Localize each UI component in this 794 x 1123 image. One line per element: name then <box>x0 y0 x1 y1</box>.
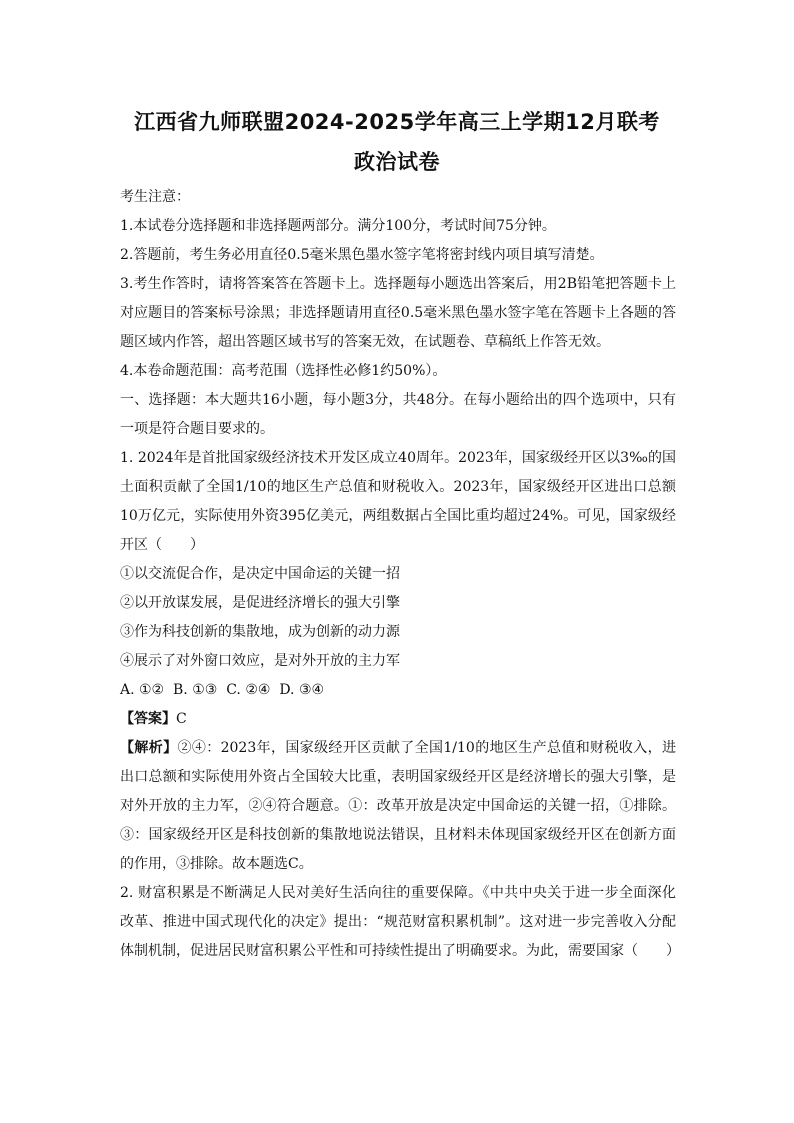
question-1-stem: 1. 2024年是首批国家级经济技术开发区成立40周年。2023年，国家级经开区以3‰的国土面积贡献了全国1/10的地区生产总值和财税收入。2023年，国家级经开区进出口总额10万亿元，实际使用外资395亿美元，两组数据占全国比重均超过24%。可见，国家级经开区（ ） <box>120 450 676 553</box>
question-1-statement-1: ①以交流促合作，是决定中国命运的关键一招 <box>120 566 400 582</box>
answer-value: C <box>176 711 187 727</box>
notice-item-3: 3.考生作答时，请将答案答在答题卡上。选择题每小题选出答案后，用2B铅笔把答题卡上对应题目的答案标号涂黑；非选择题请用直径0.5毫米黑色墨水签字笔在答题卡上各题的答题区域内作答，超出答题区域书写的答案无效，在试题卷、草稿纸上作答无效。 <box>120 276 676 350</box>
question-1-analysis <box>120 734 676 879</box>
question-1-options: A. ①② B. ①③ C. ②④ D. ③④ <box>120 682 325 698</box>
question-2-stem: 2. 财富积累是不断满足人民对美好生活向往的重要保障。《中共中央关于进一步全面深化改革、推进中国式现代化的决定》提出：“规范财富积累机制”。这对进一步完善收入分配体制机制，促进居民财富积累公平性和可持续性提出了明确要求。为此，需要国家（ ） <box>120 885 680 959</box>
question-1-statement-3: ③作为科技创新的集散地，成为创新的动力源 <box>120 624 400 640</box>
notice-item-4: 4.本卷命题范围：高考范围（选择性必修1约50%）。 <box>120 363 447 379</box>
exam-subject: 政治试卷 <box>354 150 440 174</box>
analysis-label: 【解析】 <box>120 740 178 756</box>
answer-label: 【答案】 <box>120 711 176 727</box>
notice-item-2: 2.答题前，考生务必用直径0.5毫米黑色墨水签字笔将密封线内项目填写清楚。 <box>120 247 604 263</box>
section-heading: 一、选择题：本大题共16小题，每小题3分，共48分。在每小题给出的四个选项中，只有一项是符合题目要求的。 <box>120 392 676 437</box>
document-body <box>120 183 680 966</box>
notice-heading: 考生注意： <box>120 189 190 205</box>
exam-title: 江西省九师联盟2024-2025学年高三上学期12月联考 <box>134 110 660 134</box>
notice-item-1: 1.本试卷分选择题和非选择题两部分。满分100分，考试时间75分钟。 <box>120 218 556 234</box>
question-1-statement-4: ④展示了对外窗口效应，是对外开放的主力军 <box>120 653 400 669</box>
analysis-text: ②④：2023年，国家级经开区贡献了全国1/10的地区生产总值和财税收入，进出口总额和实际使用外资占全国较大比重，表明国家级经开区是经济增长的强大引擎，是对外开放的主力军，②④符合题意。①：改革开放是决定中国命运的关键一招，①排除。③：国家级经开区是科技创新的集散地说法错误，且材料未体现国家级经开区在创新方面的作用，③排除。故本题选C。 <box>120 740 676 872</box>
question-1-statement-2: ②以开放谋发展，是促进经济增长的强大引擎 <box>120 595 400 611</box>
question-1-answer <box>120 705 676 734</box>
